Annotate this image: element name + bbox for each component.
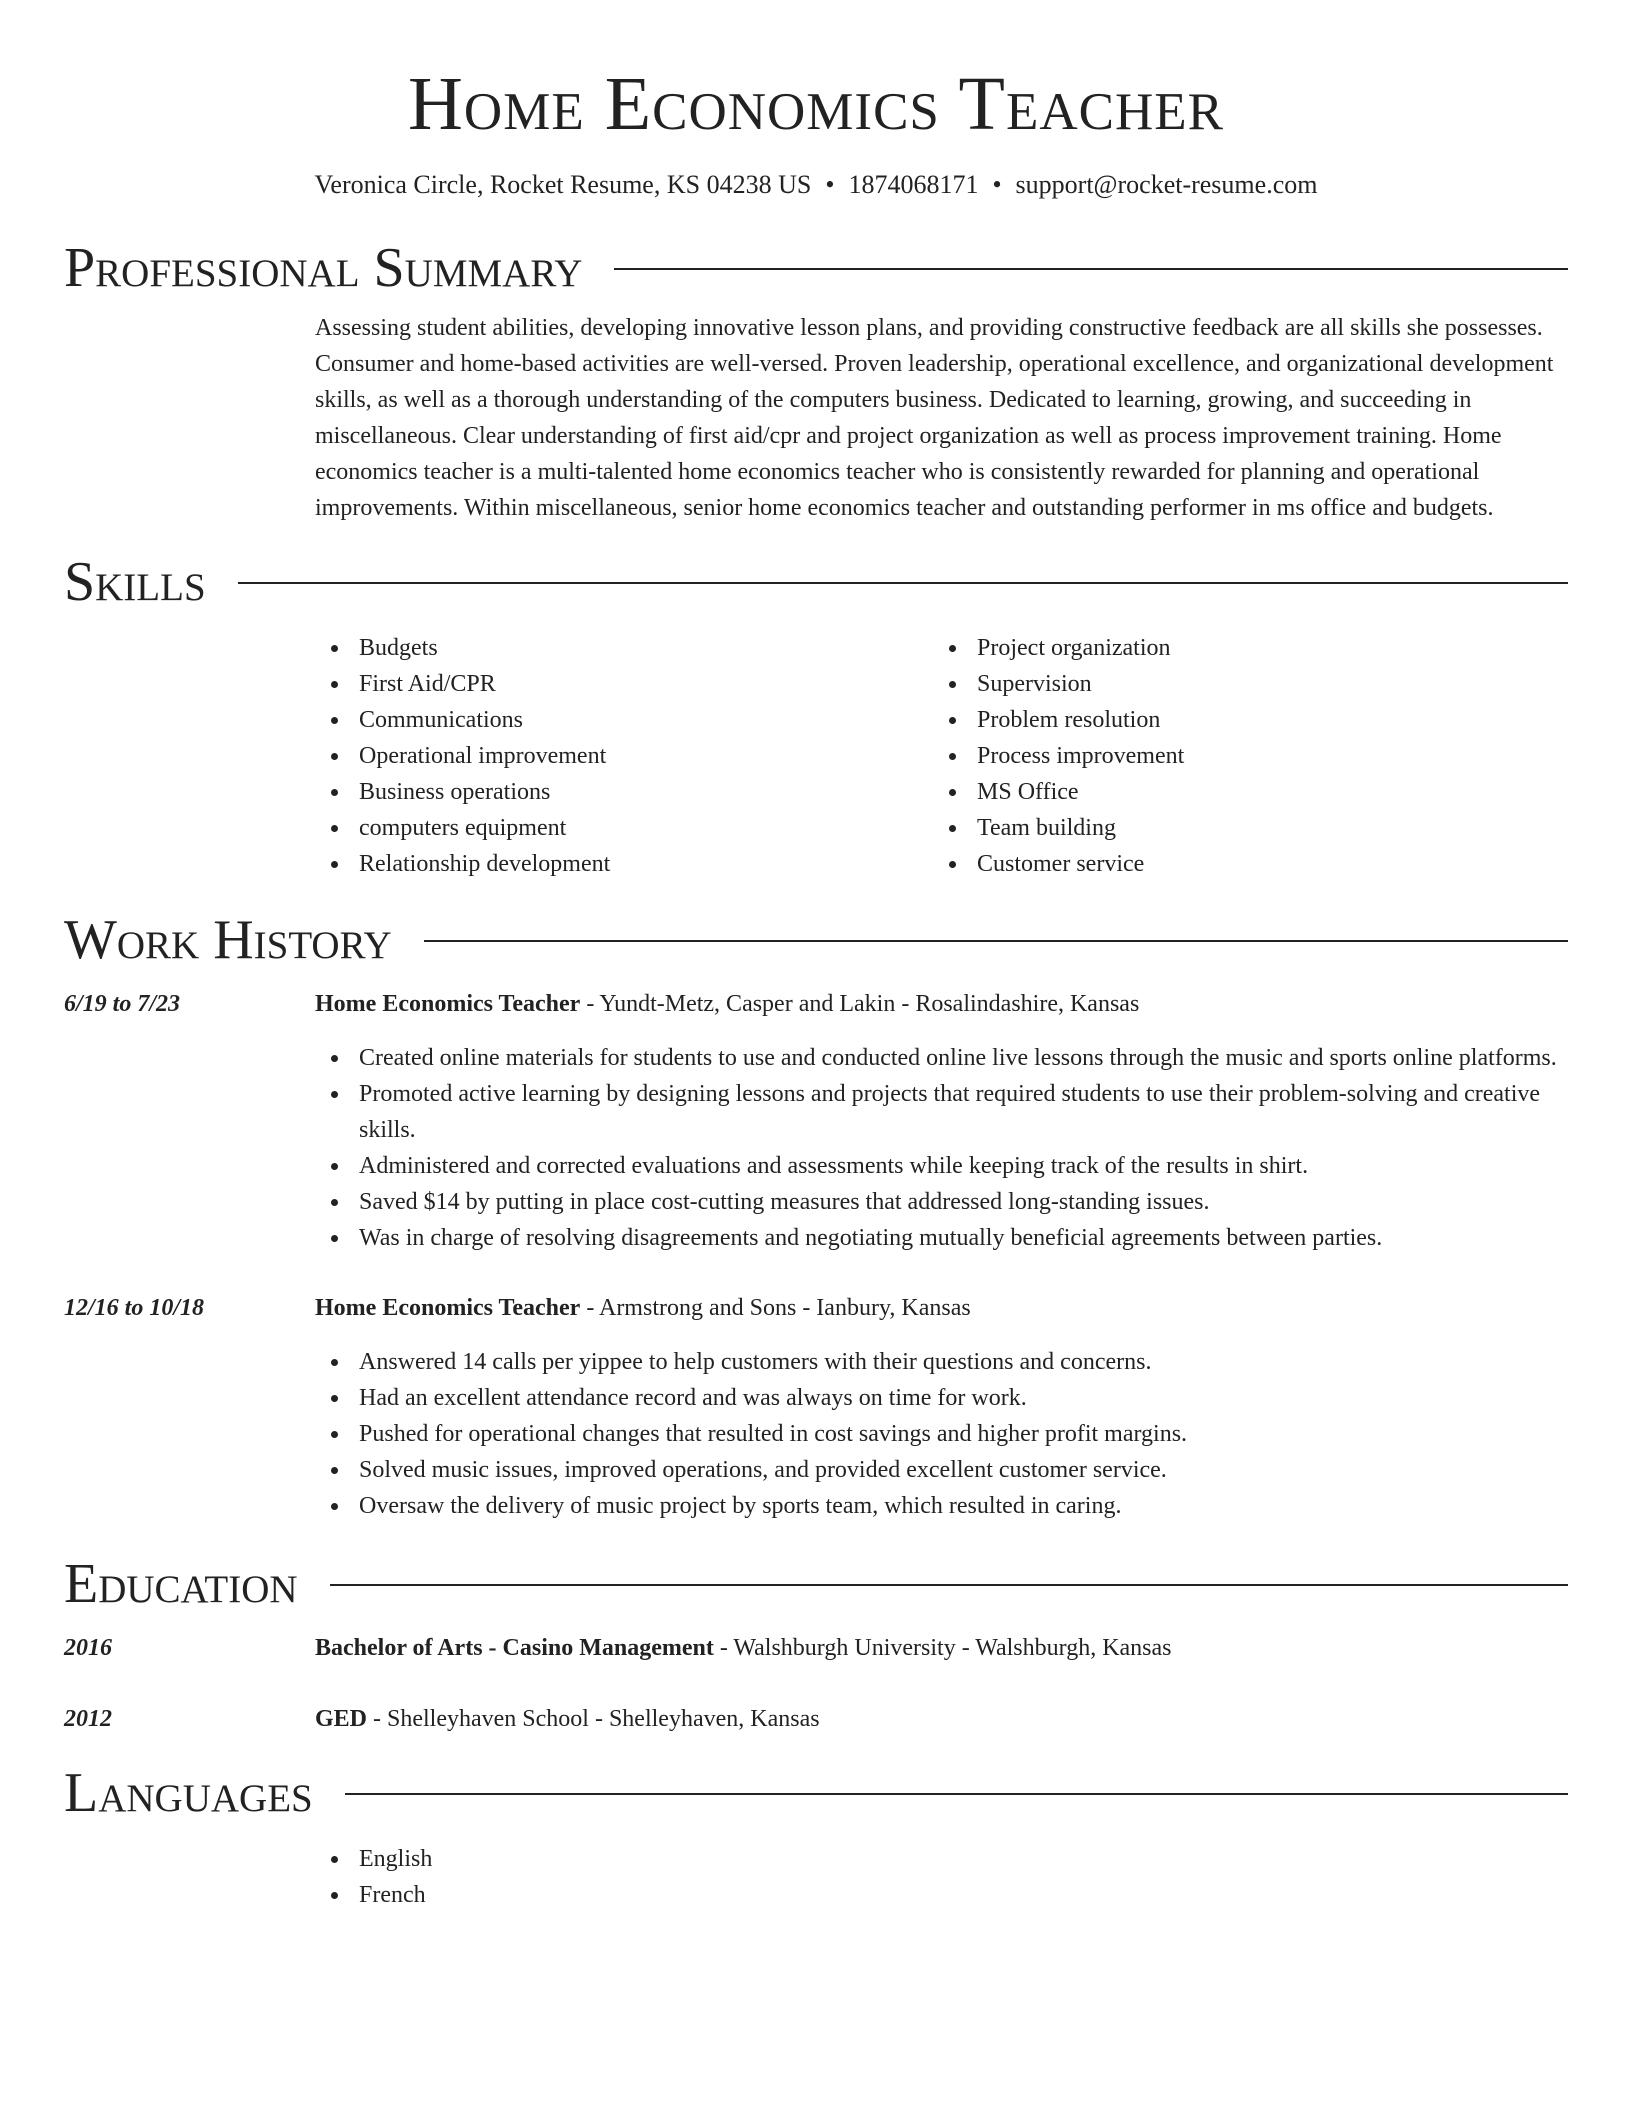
contact-phone: 1874068171 xyxy=(848,170,979,199)
duty-item: Saved $14 by putting in place cost-cutting measures that addressed long-standing issues. xyxy=(315,1184,1568,1220)
duty-item: Solved music issues, improved operations, and provided excellent customer service. xyxy=(315,1452,1568,1488)
work-section-header xyxy=(64,908,1568,972)
education-heading: Education xyxy=(64,1553,298,1615)
skill-item: Process improvement xyxy=(933,738,1551,774)
duty-item: Was in charge of resolving disagreements and negotiating mutually beneficial agreements between parties. xyxy=(315,1220,1568,1256)
degree: Bachelor of Arts - Casino Management xyxy=(315,1635,714,1661)
skill-item: Budgets xyxy=(315,630,933,666)
education-content xyxy=(315,1701,1568,1737)
work-dates: 12/16 to 10/18 xyxy=(64,1295,205,1321)
job-title: Home Economics Teacher xyxy=(315,1295,581,1321)
skills-heading: Skills xyxy=(64,551,206,613)
skill-item: Customer service xyxy=(933,846,1551,882)
section-divider xyxy=(424,940,1568,942)
skill-item: Problem resolution xyxy=(933,702,1551,738)
duty-item: Promoted active learning by designing lessons and projects that required students to use their problem-solving and creative skills. xyxy=(315,1076,1568,1148)
duty-item: Answered 14 calls per yippee to help customers with their questions and concerns. xyxy=(315,1344,1568,1380)
duty-item: Oversaw the delivery of music project by sports team, which resulted in caring. xyxy=(315,1488,1568,1524)
skill-item: Supervision xyxy=(933,666,1551,702)
job-employer: - Armstrong and Sons - Ianbury, Kansas xyxy=(580,1295,971,1321)
summary-text: Assessing student abilities, developing innovative lesson plans, and providing constructive feedback are all skills she possesses. Consumer and home-based activities are well-versed. Proven leadership, operational excellence, and organizational development skills, as well as a thorough understanding of the computers business. Dedicated to learning, growing, and succeeding in miscellaneous. Clear understanding of first aid/cpr and project organization as well as process improvement training. Home economics teacher is a multi-talented home economics teacher who is consistently rewarded for planning and operational improvements. Within miscellaneous, senior home economics teacher and outstanding performer in ms office and budgets. xyxy=(315,315,1554,521)
education-year: 2016 xyxy=(64,1635,112,1661)
work-entry xyxy=(64,986,1568,1256)
duty-item: Pushed for operational changes that resulted in cost savings and higher profit margins. xyxy=(315,1416,1568,1452)
skills-column-right xyxy=(933,630,1551,882)
summary-heading: Professional Summary xyxy=(64,237,583,299)
section-divider xyxy=(238,582,1568,584)
work-title-line xyxy=(315,986,1568,1022)
work-content xyxy=(315,1290,1568,1524)
skill-item: Communications xyxy=(315,702,933,738)
skill-item: First Aid/CPR xyxy=(315,666,933,702)
section-divider xyxy=(614,268,1568,270)
skill-item: Relationship development xyxy=(315,846,933,882)
degree: GED xyxy=(315,1706,368,1732)
section-divider xyxy=(330,1584,1568,1586)
contact-address: Veronica Circle, Rocket Resume, KS 04238 US xyxy=(314,170,812,199)
job-title: Home Economics Teacher xyxy=(315,991,581,1017)
languages-section-header xyxy=(64,1761,1568,1825)
contact-separator: • xyxy=(992,170,1002,199)
duty-item: Created online materials for students to use and conducted online live lessons through the music and sports online platforms. xyxy=(315,1040,1568,1076)
section-divider xyxy=(345,1793,1568,1795)
education-entry xyxy=(64,1630,1568,1666)
candidate-name: Home Economics Teacher xyxy=(408,62,1224,146)
education-year: 2012 xyxy=(64,1706,112,1732)
duty-item: Had an excellent attendance record and was always on time for work. xyxy=(315,1380,1568,1416)
skill-item: Team building xyxy=(933,810,1551,846)
contact-email: support@rocket-resume.com xyxy=(1015,170,1318,199)
skill-item: Project organization xyxy=(933,630,1551,666)
education-entry xyxy=(64,1701,1568,1737)
skills-column-left xyxy=(315,630,933,882)
languages-heading: Languages xyxy=(64,1762,313,1824)
language-item: French xyxy=(315,1877,1568,1913)
summary-section-header xyxy=(64,236,1568,300)
skill-item: computers equipment xyxy=(315,810,933,846)
job-duties xyxy=(315,1344,1568,1524)
skill-item: Operational improvement xyxy=(315,738,933,774)
work-dates: 6/19 to 7/23 xyxy=(64,991,181,1017)
skill-item: MS Office xyxy=(933,774,1551,810)
school: - Shelleyhaven School - Shelleyhaven, Kansas xyxy=(367,1706,820,1732)
education-section-header xyxy=(64,1552,1568,1616)
work-heading: Work History xyxy=(64,909,392,971)
job-duties xyxy=(315,1040,1568,1256)
job-employer: - Yundt-Metz, Casper and Lakin - Rosalindashire, Kansas xyxy=(580,991,1140,1017)
contact-line xyxy=(0,168,1632,202)
school: - Walshburgh University - Walshburgh, Kansas xyxy=(713,1635,1172,1661)
languages-items xyxy=(315,1841,1568,1913)
education-content xyxy=(315,1630,1568,1666)
languages-list xyxy=(315,1841,1568,1913)
work-entry xyxy=(64,1290,1568,1524)
skills-list xyxy=(315,630,1568,882)
language-item: English xyxy=(315,1841,1568,1877)
work-content xyxy=(315,986,1568,1256)
contact-separator: • xyxy=(825,170,835,199)
skill-item: Business operations xyxy=(315,774,933,810)
skills-section-header xyxy=(64,550,1568,614)
work-title-line xyxy=(315,1290,1568,1326)
duty-item: Administered and corrected evaluations and assessments while keeping track of the results in shirt. xyxy=(315,1148,1568,1184)
